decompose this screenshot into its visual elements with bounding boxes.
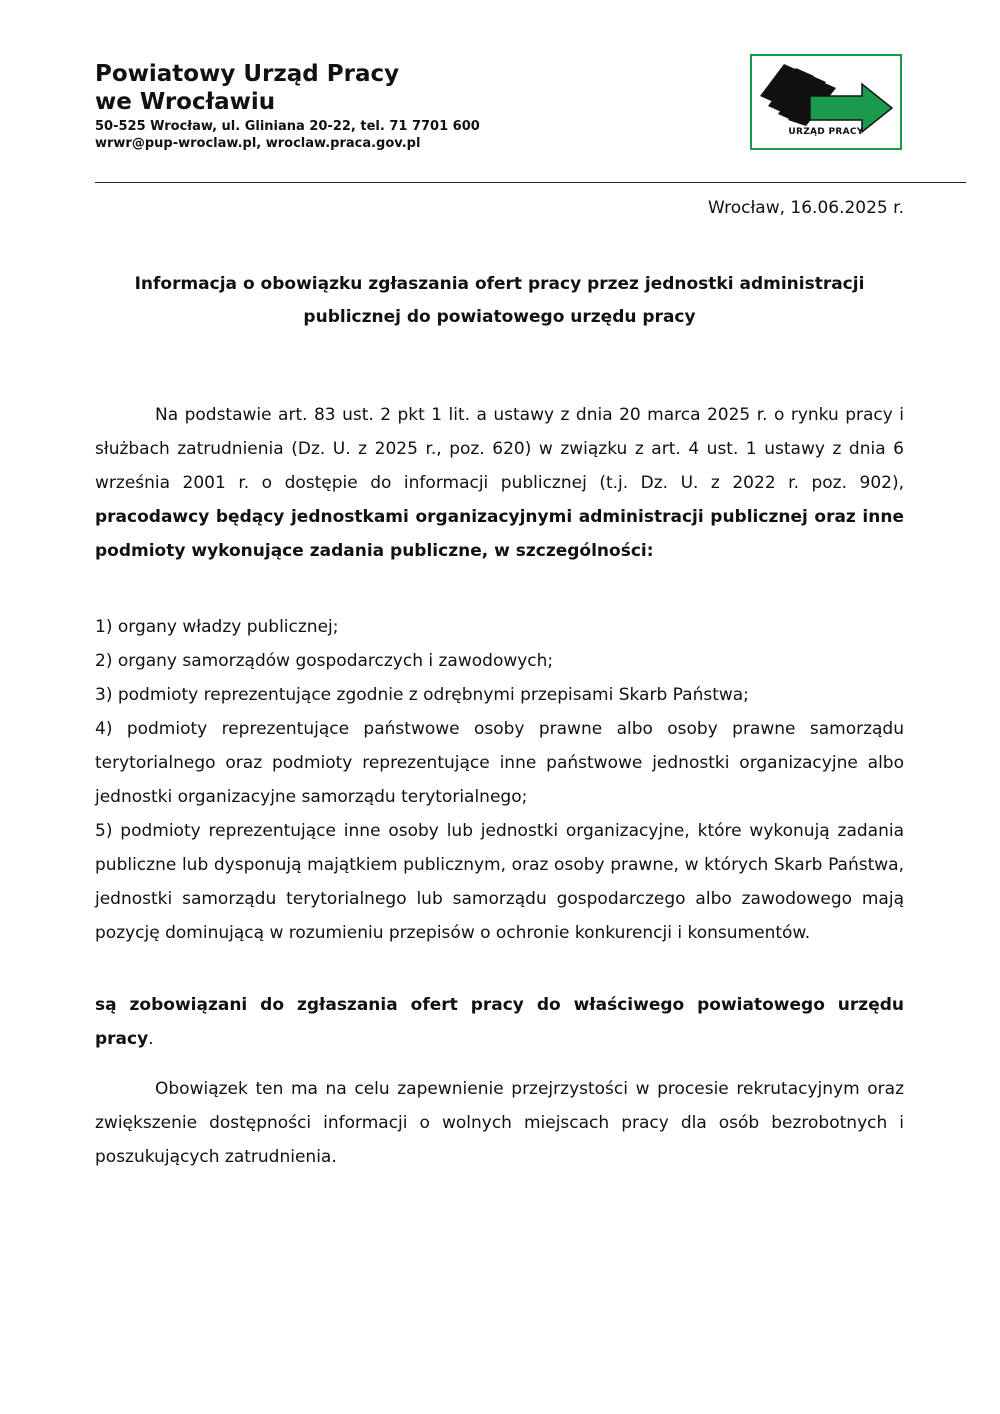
org-address: 50-525 Wrocław, ul. Gliniana 20-22, tel. 71 7701 600	[95, 119, 480, 134]
logo-text: URZĄD PRACY	[788, 127, 864, 137]
urzad-pracy-logo	[750, 54, 902, 150]
list-item: 1) organy władzy publicznej;	[95, 617, 339, 637]
obligation-statement-tail: .	[148, 1029, 154, 1049]
paragraph-purpose-text: Obowiązek ten ma na celu zapewnienie przejrzystości w procesie rekrutacyjnym oraz zwiększenie dostępności informacji o wolnych miejscach pracy dla osób bezrobotnych i poszukujących zatrudnienia.	[95, 1079, 904, 1167]
org-contact-email: wrwr@pup-wroclaw.pl, wroclaw.praca.gov.pl	[95, 136, 421, 151]
obligation-statement-bold: są zobowiązani do zgłaszania ofert pracy do właściwego powiatowego urzędu pracy	[95, 995, 904, 1049]
paragraph-legal-basis-text: Na podstawie art. 83 ust. 2 pkt 1 lit. a ustawy z dnia 20 marca 2025 r. o rynku pracy i służbach zatrudnienia (Dz. U. z 2025 r., poz. 620) w związku z art. 4 ust. 1 ustawy z dnia 6 września 2001 r. o dostępie do informacji publicznej (t.j. Dz. U. z 2022 r. poz. 902),	[95, 405, 904, 493]
document-title: Informacja o obowiązku zgłaszania ofert pracy przez jednostki administracji publicznej do powiatowego urzędu pracy	[134, 274, 865, 327]
paragraph-legal-basis	[95, 398, 904, 568]
entity-list	[95, 610, 904, 950]
org-name-line2: we Wrocławiu	[95, 89, 276, 115]
header-divider	[95, 182, 966, 183]
list-item: 5) podmioty reprezentujące inne osoby lub jednostki organizacyjne, które wykonują zadania publiczne lub dysponują majątkiem publicznym, oraz osoby prawne, w których Skarb Państwa, jednostki samorządu terytorialnego lub samorządu gospodarczego albo zawodowego mają pozycję dominującą w rozumieniu przepisów o ochronie konkurencji i konsumentów.	[95, 821, 904, 943]
list-item: 3) podmioty reprezentujące zgodnie z odrębnymi przepisami Skarb Państwa;	[95, 685, 749, 705]
obligation-statement	[95, 988, 904, 1056]
letterhead	[95, 60, 655, 152]
paragraph-legal-basis-bold: pracodawcy będący jednostkami organizacyjnymi administracji publicznej oraz inne podmioty wykonujące zadania publiczne, w szczególności:	[95, 507, 904, 561]
document-date: Wrocław, 16.06.2025 r.	[708, 198, 904, 218]
list-item: 4) podmioty reprezentujące państwowe osoby prawne albo osoby prawne samorządu terytorialnego oraz podmioty reprezentujące inne państwowe jednostki organizacyjne albo jednostki organizacyjne samorządu terytorialnego;	[95, 719, 904, 807]
org-name-line1: Powiatowy Urząd Pracy	[95, 61, 400, 87]
paragraph-purpose	[95, 1072, 904, 1174]
list-item: 2) organy samorządów gospodarczych i zawodowych;	[95, 651, 554, 671]
